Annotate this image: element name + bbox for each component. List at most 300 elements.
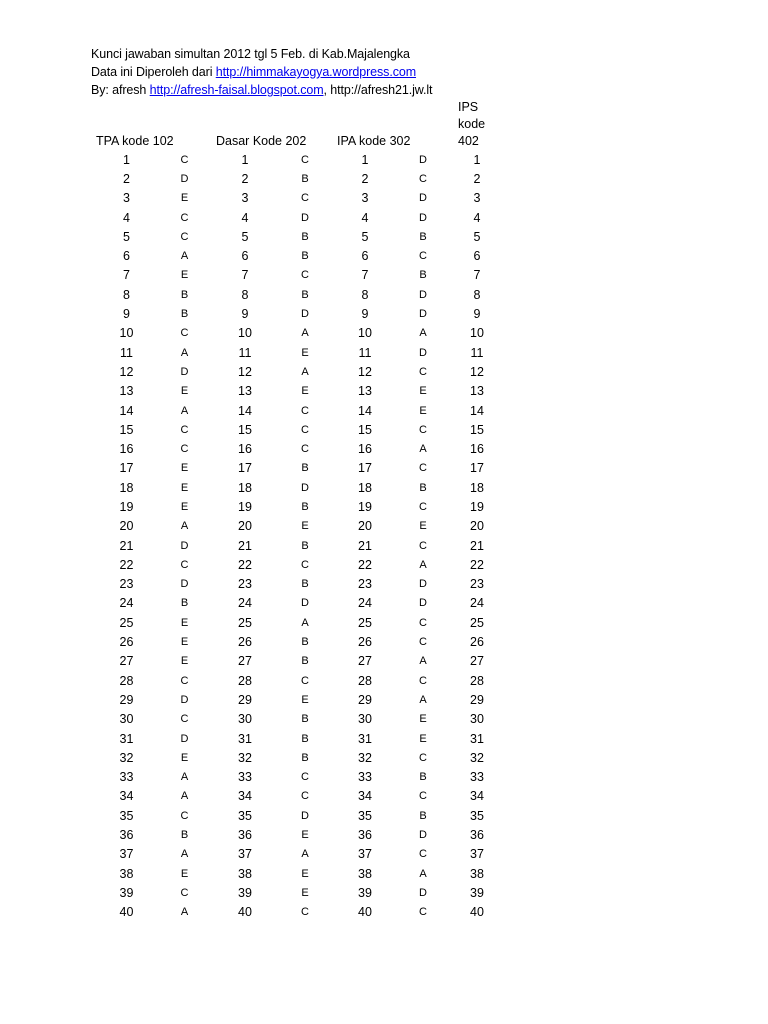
ipa-column-header: IPA kode 302 — [337, 134, 411, 148]
ipa-answer: C — [419, 848, 427, 861]
dasar-number: 8 — [241, 287, 249, 302]
dasar-answer: C — [301, 558, 309, 571]
tpa-number: 22 — [119, 557, 134, 572]
dasar-number: 27 — [238, 654, 252, 669]
tpa-number: 30 — [119, 712, 134, 727]
tpa-number: 11 — [120, 345, 133, 360]
tpa-number: 24 — [119, 596, 134, 611]
dasar-answer: B — [301, 713, 309, 726]
dasar-number: 21 — [238, 538, 252, 553]
ipa-number: 16 — [358, 442, 372, 457]
ipa-number: 23 — [358, 577, 372, 592]
ipa-number: 19 — [358, 499, 372, 514]
ips-number: 4 — [473, 210, 481, 225]
ips-number: 17 — [470, 461, 484, 476]
ipa-number: 2 — [361, 171, 369, 186]
tpa-answer: B — [180, 288, 189, 301]
ips-number: 6 — [473, 249, 481, 264]
ips-number: 38 — [470, 866, 484, 881]
table-row — [100, 420, 502, 439]
ipa-answer: C — [419, 539, 427, 552]
dasar-number: 15 — [238, 422, 252, 437]
ips-number: 25 — [470, 615, 484, 630]
table-row — [100, 459, 502, 478]
ipa-number: 30 — [358, 712, 372, 727]
dasar-number: 35 — [238, 808, 252, 823]
table-row — [100, 285, 502, 304]
tpa-answer: C — [180, 713, 189, 726]
tpa-answer: E — [180, 269, 189, 282]
tpa-number: 17 — [119, 461, 134, 476]
ips-column-header — [458, 99, 498, 150]
ipa-answer: C — [419, 365, 427, 378]
table-row — [100, 246, 502, 265]
table-row — [100, 883, 502, 902]
dasar-answer: E — [301, 385, 309, 398]
ips-number: 10 — [470, 326, 484, 341]
dasar-number: 40 — [238, 905, 252, 920]
tpa-number: 36 — [119, 828, 134, 843]
dasar-number: 7 — [241, 268, 249, 283]
dasar-answer: C — [301, 423, 309, 436]
tpa-answer: C — [180, 674, 189, 687]
ipa-number: 18 — [358, 480, 372, 495]
ipa-answer: C — [419, 172, 427, 185]
ipa-answer: D — [419, 829, 427, 842]
tpa-answer: A — [180, 404, 189, 417]
tpa-number: 20 — [119, 519, 134, 534]
dasar-number: 30 — [238, 712, 252, 727]
answer-key-table — [100, 150, 502, 922]
ips-number: 1 — [473, 152, 481, 167]
dasar-number: 2 — [241, 171, 249, 186]
ips-number: 37 — [470, 847, 484, 862]
dasar-number: 6 — [241, 249, 249, 264]
dasar-number: 26 — [238, 635, 252, 650]
dasar-answer: B — [301, 578, 309, 591]
table-row — [100, 903, 502, 922]
ips-number: 16 — [470, 442, 484, 457]
ips-number: 27 — [470, 654, 484, 669]
ipa-number: 20 — [358, 519, 372, 534]
tpa-number: 16 — [119, 442, 134, 457]
dasar-answer: C — [301, 192, 309, 205]
ipa-number: 21 — [358, 538, 372, 553]
ipa-answer: A — [419, 693, 427, 706]
ips-number: 3 — [473, 191, 481, 206]
ipa-answer: C — [419, 636, 427, 649]
table-row — [100, 555, 502, 574]
dasar-number: 31 — [238, 731, 252, 746]
dasar-answer: D — [301, 308, 309, 321]
ipa-answer: A — [419, 655, 427, 668]
table-row — [100, 710, 502, 729]
ipa-number: 29 — [358, 692, 372, 707]
table-row — [100, 845, 502, 864]
dasar-answer: E — [301, 829, 309, 842]
ipa-number: 22 — [358, 557, 372, 572]
ipa-number: 15 — [358, 422, 372, 437]
tpa-number: 2 — [123, 171, 130, 186]
dasar-answer: A — [301, 848, 309, 861]
header-source — [91, 63, 432, 81]
source-link[interactable]: http://himmakayogya.wordpress.com — [215, 65, 417, 79]
dasar-number: 22 — [238, 557, 252, 572]
dasar-answer: B — [301, 172, 309, 185]
dasar-answer: B — [301, 500, 309, 513]
ips-number: 39 — [470, 885, 484, 900]
tpa-number: 1 — [123, 152, 130, 167]
tpa-answer: D — [180, 172, 189, 185]
ipa-answer: B — [419, 481, 427, 494]
dasar-answer: B — [301, 751, 309, 764]
dasar-answer: D — [301, 597, 309, 610]
ips-number: 22 — [470, 557, 484, 572]
ipa-number: 27 — [358, 654, 372, 669]
tpa-answer: D — [180, 539, 189, 552]
ips-number: 13 — [470, 384, 484, 399]
ips-number: 8 — [473, 287, 481, 302]
dasar-number: 18 — [238, 480, 252, 495]
ipa-number: 5 — [361, 229, 369, 244]
dasar-answer: D — [301, 809, 309, 822]
ipa-number: 32 — [358, 750, 372, 765]
ipa-answer: C — [419, 906, 427, 919]
tpa-number: 34 — [119, 789, 134, 804]
ipa-answer: E — [419, 713, 427, 726]
dasar-answer: B — [301, 462, 309, 475]
ipa-number: 8 — [361, 287, 369, 302]
tpa-number: 4 — [123, 210, 130, 225]
table-row — [100, 343, 502, 362]
document-header — [91, 45, 432, 99]
ipa-answer: C — [419, 790, 427, 803]
ipa-answer: D — [419, 288, 427, 301]
table-row — [100, 652, 502, 671]
ipa-number: 24 — [358, 596, 372, 611]
tpa-number: 14 — [119, 403, 134, 418]
ipa-answer: D — [419, 153, 427, 166]
ipa-number: 17 — [358, 461, 372, 476]
tpa-number: 5 — [123, 229, 130, 244]
ips-number: 14 — [470, 403, 484, 418]
tpa-answer: E — [180, 636, 189, 649]
tpa-number: 18 — [119, 480, 134, 495]
tpa-answer: C — [180, 423, 189, 436]
ipa-answer: C — [419, 616, 427, 629]
ipa-number: 3 — [361, 191, 369, 206]
tpa-answer: A — [180, 520, 189, 533]
ipa-number: 37 — [358, 847, 372, 862]
dasar-number: 3 — [241, 191, 249, 206]
tpa-answer: C — [180, 809, 189, 822]
ips-number: 33 — [470, 770, 484, 785]
tpa-number: 38 — [119, 866, 134, 881]
tpa-number: 28 — [119, 673, 134, 688]
ipa-answer: D — [419, 578, 427, 591]
tpa-number: 15 — [119, 422, 134, 437]
ipa-number: 31 — [358, 731, 372, 746]
tpa-answer: C — [180, 558, 189, 571]
ipa-number: 14 — [358, 403, 372, 418]
answer-table-body — [100, 150, 502, 922]
ips-number: 34 — [470, 789, 484, 804]
dasar-answer: C — [301, 790, 309, 803]
tpa-number: 33 — [119, 770, 134, 785]
dasar-number: 25 — [238, 615, 252, 630]
tpa-number: 39 — [119, 885, 134, 900]
ipa-answer: D — [419, 346, 427, 359]
dasar-answer: E — [301, 693, 309, 706]
ipa-number: 34 — [358, 789, 372, 804]
ipa-answer: A — [419, 558, 427, 571]
ipa-number: 10 — [358, 326, 372, 341]
ipa-number: 1 — [361, 152, 369, 167]
dasar-answer: C — [301, 906, 309, 919]
dasar-number: 36 — [238, 828, 252, 843]
dasar-answer: B — [301, 288, 309, 301]
table-row — [100, 401, 502, 420]
tpa-number: 31 — [119, 731, 134, 746]
ipa-number: 11 — [358, 345, 372, 360]
ipa-answer: E — [419, 385, 427, 398]
tpa-answer: B — [180, 597, 189, 610]
ipa-answer: A — [419, 867, 427, 880]
table-row — [100, 517, 502, 536]
tpa-answer: E — [180, 462, 189, 475]
tpa-answer: D — [180, 732, 189, 745]
tpa-number: 8 — [123, 287, 130, 302]
ipa-answer: D — [419, 308, 427, 321]
tpa-number: 7 — [123, 268, 130, 283]
ipa-number: 9 — [361, 307, 369, 322]
tpa-answer: E — [180, 655, 189, 668]
header-author-label: By: afresh — [91, 83, 150, 97]
ipa-number: 4 — [361, 210, 369, 225]
tpa-answer: E — [180, 481, 189, 494]
ipa-number: 12 — [358, 364, 372, 379]
table-row — [100, 266, 502, 285]
ips-header-line1: IPS — [458, 100, 479, 114]
dasar-answer: A — [301, 365, 309, 378]
table-row — [100, 227, 502, 246]
tpa-number: 32 — [119, 750, 134, 765]
table-row — [100, 304, 502, 323]
header-author-suffix: , http://afresh21.jw.lt — [323, 83, 433, 97]
ipa-answer: C — [419, 423, 427, 436]
header-source-label: Data ini Diperoleh dari — [91, 65, 216, 79]
dasar-number: 12 — [238, 364, 252, 379]
tpa-answer: E — [180, 867, 189, 880]
ips-header-line2: kode — [458, 117, 486, 131]
ipa-number: 38 — [358, 866, 372, 881]
dasar-answer: D — [301, 211, 309, 224]
dasar-answer: A — [301, 616, 309, 629]
header-title: Kunci jawaban simultan 2012 tgl 5 Feb. di Kab.Majalengka — [91, 47, 410, 61]
tpa-answer: A — [180, 346, 189, 359]
table-row — [100, 825, 502, 844]
dasar-answer: B — [301, 230, 309, 243]
ipa-answer: A — [419, 327, 427, 340]
dasar-number: 9 — [241, 307, 249, 322]
ips-number: 32 — [470, 750, 484, 765]
ips-number: 36 — [470, 828, 484, 843]
ipa-number: 7 — [361, 268, 369, 283]
ipa-number: 39 — [358, 885, 372, 900]
ipa-answer: B — [419, 230, 427, 243]
ips-number: 2 — [473, 171, 481, 186]
dasar-answer: C — [301, 674, 309, 687]
tpa-number: 26 — [119, 635, 134, 650]
dasar-answer: E — [301, 520, 309, 533]
ipa-answer: C — [419, 674, 427, 687]
ipa-number: 33 — [358, 770, 372, 785]
tpa-number: 6 — [123, 249, 130, 264]
dasar-answer: E — [301, 346, 309, 359]
ipa-answer: C — [419, 462, 427, 475]
ips-number: 29 — [470, 692, 484, 707]
dasar-answer: E — [301, 867, 309, 880]
table-row — [100, 690, 502, 709]
tpa-number: 12 — [119, 364, 134, 379]
tpa-number: 9 — [123, 307, 130, 322]
ipa-answer: D — [419, 597, 427, 610]
dasar-answer: C — [301, 443, 309, 456]
table-row — [100, 478, 502, 497]
ipa-answer: E — [419, 520, 427, 533]
table-row — [100, 729, 502, 748]
dasar-column-header: Dasar Kode 202 — [216, 134, 307, 148]
ipa-answer: B — [419, 269, 427, 282]
ips-number: 26 — [470, 635, 484, 650]
ips-number: 31 — [470, 731, 484, 746]
ips-number: 30 — [470, 712, 484, 727]
dasar-number: 23 — [238, 577, 252, 592]
tpa-number: 29 — [119, 692, 134, 707]
dasar-answer: B — [301, 636, 309, 649]
dasar-answer: A — [301, 327, 309, 340]
table-row — [100, 382, 502, 401]
ipa-answer: C — [419, 500, 427, 513]
tpa-answer: D — [180, 578, 189, 591]
tpa-column-header: TPA kode 102 — [96, 134, 174, 148]
ips-number: 11 — [470, 345, 484, 360]
dasar-number: 1 — [241, 152, 249, 167]
table-row — [100, 324, 502, 343]
tpa-answer: A — [180, 848, 189, 861]
ips-number: 9 — [473, 307, 481, 322]
tpa-answer: E — [180, 751, 189, 764]
tpa-answer: E — [180, 385, 189, 398]
ips-number: 5 — [473, 229, 481, 244]
ips-number: 19 — [470, 499, 484, 514]
dasar-number: 24 — [238, 596, 252, 611]
dasar-number: 32 — [238, 750, 252, 765]
tpa-answer: A — [180, 250, 189, 263]
dasar-answer: B — [301, 539, 309, 552]
ips-number: 40 — [470, 905, 484, 920]
tpa-number: 27 — [119, 654, 134, 669]
table-row — [100, 632, 502, 651]
dasar-number: 16 — [238, 442, 252, 457]
ipa-answer: C — [419, 751, 427, 764]
table-row — [100, 748, 502, 767]
tpa-answer: C — [180, 886, 189, 899]
tpa-number: 23 — [119, 577, 134, 592]
ipa-number: 35 — [358, 808, 372, 823]
ipa-number: 28 — [358, 673, 372, 688]
ipa-answer: D — [419, 211, 427, 224]
table-row — [100, 189, 502, 208]
tpa-answer: B — [180, 829, 189, 842]
tpa-answer: B — [180, 308, 189, 321]
tpa-answer: C — [180, 211, 189, 224]
tpa-number: 37 — [119, 847, 134, 862]
ips-number: 18 — [470, 480, 484, 495]
dasar-number: 29 — [238, 692, 252, 707]
dasar-answer: C — [301, 771, 309, 784]
dasar-number: 13 — [238, 384, 252, 399]
ipa-answer: B — [419, 771, 427, 784]
table-row — [100, 208, 502, 227]
tpa-number: 13 — [119, 384, 134, 399]
tpa-answer: D — [180, 365, 189, 378]
table-row — [100, 806, 502, 825]
table-row — [100, 362, 502, 381]
dasar-number: 28 — [238, 673, 252, 688]
dasar-number: 33 — [238, 770, 252, 785]
ipa-number: 13 — [358, 384, 372, 399]
dasar-answer: C — [301, 269, 309, 282]
tpa-answer: C — [180, 327, 189, 340]
ips-number: 15 — [470, 422, 484, 437]
ips-number: 21 — [470, 538, 484, 553]
tpa-answer: E — [180, 616, 189, 629]
ipa-answer: E — [419, 732, 427, 745]
dasar-answer: B — [301, 250, 309, 263]
ipa-answer: B — [419, 809, 427, 822]
ipa-answer: E — [419, 404, 427, 417]
ips-number: 24 — [470, 596, 484, 611]
dasar-number: 38 — [238, 866, 252, 881]
header-author — [91, 81, 432, 99]
ips-number: 28 — [470, 673, 484, 688]
ipa-answer: C — [419, 250, 427, 263]
ips-number: 20 — [470, 519, 484, 534]
tpa-answer: C — [180, 153, 189, 166]
dasar-answer: C — [301, 153, 309, 166]
dasar-number: 17 — [238, 461, 252, 476]
dasar-number: 5 — [241, 229, 249, 244]
table-row — [100, 613, 502, 632]
dasar-number: 34 — [238, 789, 252, 804]
table-row — [100, 787, 502, 806]
tpa-answer: A — [180, 790, 189, 803]
table-row — [100, 150, 502, 169]
ipa-answer: D — [419, 886, 427, 899]
tpa-number: 10 — [119, 326, 134, 341]
author-blog-link[interactable]: http://afresh-faisal.blogspot.com — [149, 83, 324, 97]
ips-number: 35 — [470, 808, 484, 823]
table-row — [100, 768, 502, 787]
dasar-number: 39 — [238, 885, 252, 900]
ips-number: 7 — [473, 268, 481, 283]
dasar-answer: B — [301, 732, 309, 745]
dasar-answer: D — [301, 481, 309, 494]
tpa-number: 19 — [119, 499, 134, 514]
tpa-answer: C — [180, 443, 189, 456]
dasar-number: 11 — [238, 345, 252, 360]
